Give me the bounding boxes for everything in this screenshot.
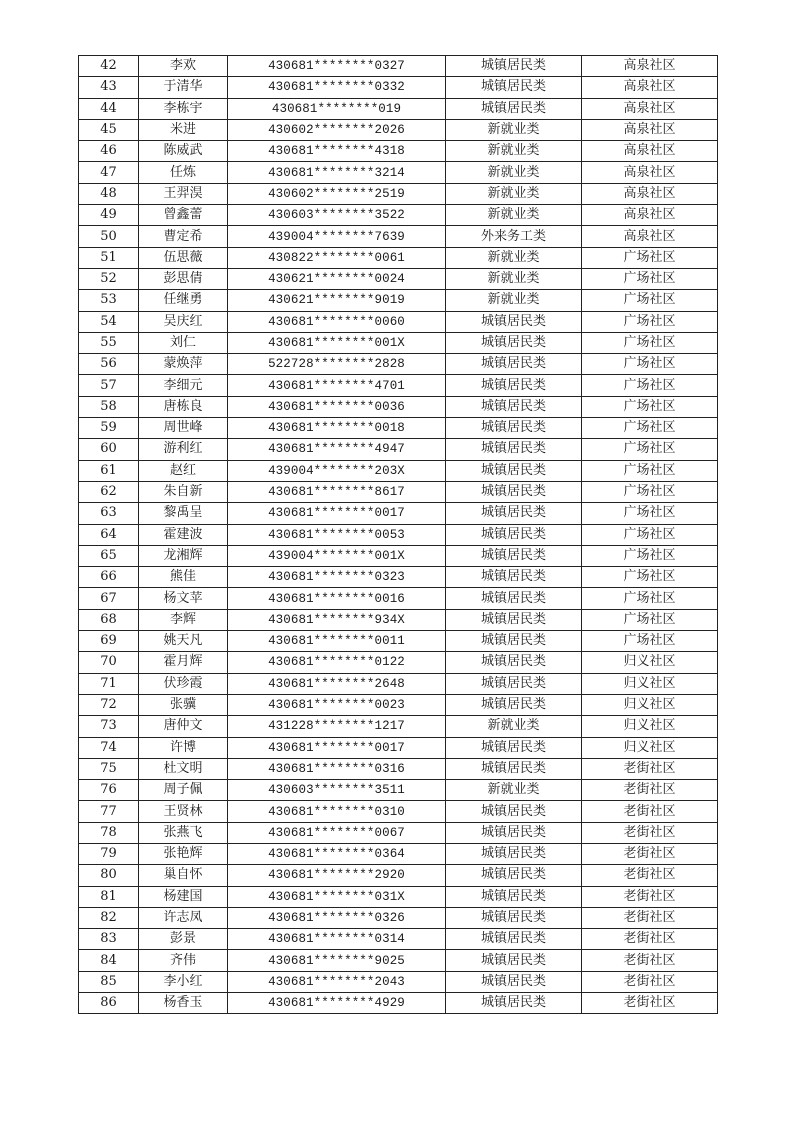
community-cell: 高泉社区 (582, 141, 718, 162)
id-number-cell: 430681********2920 (228, 865, 446, 886)
community-cell: 广场社区 (582, 247, 718, 268)
row-number-cell: 61 (79, 460, 139, 481)
category-cell: 新就业类 (446, 162, 582, 183)
table-row (79, 545, 718, 566)
community-cell: 广场社区 (582, 311, 718, 332)
person-name-cell: 李辉 (139, 609, 228, 630)
person-name-cell: 杨文苹 (139, 588, 228, 609)
category-cell: 城镇居民类 (446, 694, 582, 715)
community-cell: 广场社区 (582, 290, 718, 311)
community-cell: 老街社区 (582, 907, 718, 928)
community-cell: 归义社区 (582, 673, 718, 694)
community-cell: 归义社区 (582, 716, 718, 737)
id-number-cell: 430681********8617 (228, 481, 446, 502)
row-number-cell: 45 (79, 119, 139, 140)
id-number-cell: 431228********1217 (228, 716, 446, 737)
table-row (79, 503, 718, 524)
row-number-cell: 66 (79, 567, 139, 588)
table-row (79, 418, 718, 439)
table-row (79, 631, 718, 652)
community-cell: 老街社区 (582, 971, 718, 992)
person-name-cell: 齐伟 (139, 950, 228, 971)
table-row (79, 652, 718, 673)
person-name-cell: 蒙焕萍 (139, 354, 228, 375)
id-number-cell: 430603********3522 (228, 205, 446, 226)
category-cell: 外来务工类 (446, 226, 582, 247)
person-name-cell: 曹定希 (139, 226, 228, 247)
table-row (79, 354, 718, 375)
category-cell: 新就业类 (446, 247, 582, 268)
row-number-cell: 67 (79, 588, 139, 609)
category-cell: 城镇居民类 (446, 929, 582, 950)
row-number-cell: 82 (79, 907, 139, 928)
id-number-cell: 430681********0314 (228, 929, 446, 950)
table-row (79, 822, 718, 843)
roster-table-body (79, 56, 718, 1014)
table-row (79, 396, 718, 417)
community-cell: 老街社区 (582, 950, 718, 971)
id-number-cell: 430681********0011 (228, 631, 446, 652)
row-number-cell: 64 (79, 524, 139, 545)
community-cell: 老街社区 (582, 801, 718, 822)
row-number-cell: 60 (79, 439, 139, 460)
table-row (79, 247, 718, 268)
row-number-cell: 48 (79, 183, 139, 204)
category-cell: 城镇居民类 (446, 396, 582, 417)
row-number-cell: 85 (79, 971, 139, 992)
id-number-cell: 430681********4318 (228, 141, 446, 162)
id-number-cell: 430681********0036 (228, 396, 446, 417)
category-cell: 城镇居民类 (446, 545, 582, 566)
roster-table (78, 55, 718, 1014)
category-cell: 城镇居民类 (446, 822, 582, 843)
id-number-cell: 522728********2828 (228, 354, 446, 375)
row-number-cell: 55 (79, 332, 139, 353)
category-cell: 城镇居民类 (446, 865, 582, 886)
table-row (79, 929, 718, 950)
category-cell: 城镇居民类 (446, 439, 582, 460)
community-cell: 高泉社区 (582, 98, 718, 119)
row-number-cell: 56 (79, 354, 139, 375)
category-cell: 城镇居民类 (446, 354, 582, 375)
row-number-cell: 74 (79, 737, 139, 758)
category-cell: 城镇居民类 (446, 332, 582, 353)
id-number-cell: 430621********0024 (228, 268, 446, 289)
person-name-cell: 李欢 (139, 56, 228, 77)
person-name-cell: 杨香玉 (139, 993, 228, 1014)
row-number-cell: 49 (79, 205, 139, 226)
row-number-cell: 63 (79, 503, 139, 524)
id-number-cell: 430681********2043 (228, 971, 446, 992)
category-cell: 新就业类 (446, 716, 582, 737)
row-number-cell: 58 (79, 396, 139, 417)
community-cell: 广场社区 (582, 375, 718, 396)
person-name-cell: 李小红 (139, 971, 228, 992)
table-row (79, 290, 718, 311)
id-number-cell: 430621********9019 (228, 290, 446, 311)
table-row (79, 98, 718, 119)
person-name-cell: 黎禹呈 (139, 503, 228, 524)
person-name-cell: 霍月辉 (139, 652, 228, 673)
category-cell: 新就业类 (446, 205, 582, 226)
community-cell: 广场社区 (582, 460, 718, 481)
community-cell: 广场社区 (582, 332, 718, 353)
category-cell: 城镇居民类 (446, 567, 582, 588)
row-number-cell: 79 (79, 843, 139, 864)
person-name-cell: 霍建波 (139, 524, 228, 545)
table-row (79, 375, 718, 396)
person-name-cell: 吴庆红 (139, 311, 228, 332)
id-number-cell: 430681********0023 (228, 694, 446, 715)
person-name-cell: 王贤林 (139, 801, 228, 822)
person-name-cell: 张燕飞 (139, 822, 228, 843)
table-row (79, 737, 718, 758)
table-row (79, 758, 718, 779)
table-row (79, 332, 718, 353)
row-number-cell: 47 (79, 162, 139, 183)
table-row (79, 56, 718, 77)
table-row (79, 162, 718, 183)
community-cell: 归义社区 (582, 694, 718, 715)
id-number-cell: 430681********4701 (228, 375, 446, 396)
person-name-cell: 曾鑫蕾 (139, 205, 228, 226)
id-number-cell: 430822********0061 (228, 247, 446, 268)
row-number-cell: 65 (79, 545, 139, 566)
person-name-cell: 杜文明 (139, 758, 228, 779)
category-cell: 城镇居民类 (446, 56, 582, 77)
community-cell: 高泉社区 (582, 226, 718, 247)
id-number-cell: 430681********9025 (228, 950, 446, 971)
table-row (79, 950, 718, 971)
person-name-cell: 巢自怀 (139, 865, 228, 886)
category-cell: 新就业类 (446, 119, 582, 140)
id-number-cell: 430681********4929 (228, 993, 446, 1014)
category-cell: 城镇居民类 (446, 77, 582, 98)
person-name-cell: 刘仁 (139, 332, 228, 353)
table-row (79, 993, 718, 1014)
id-number-cell: 430681********0327 (228, 56, 446, 77)
id-number-cell: 430681********019 (228, 98, 446, 119)
community-cell: 高泉社区 (582, 205, 718, 226)
community-cell: 老街社区 (582, 822, 718, 843)
id-number-cell: 439004********7639 (228, 226, 446, 247)
row-number-cell: 72 (79, 694, 139, 715)
community-cell: 广场社区 (582, 545, 718, 566)
id-number-cell: 430681********0060 (228, 311, 446, 332)
table-row (79, 971, 718, 992)
id-number-cell: 430681********0017 (228, 503, 446, 524)
category-cell: 城镇居民类 (446, 631, 582, 652)
person-name-cell: 许志凤 (139, 907, 228, 928)
id-number-cell: 430681********0017 (228, 737, 446, 758)
id-number-cell: 430681********934X (228, 609, 446, 630)
category-cell: 城镇居民类 (446, 950, 582, 971)
category-cell: 城镇居民类 (446, 375, 582, 396)
community-cell: 广场社区 (582, 503, 718, 524)
id-number-cell: 430602********2519 (228, 183, 446, 204)
row-number-cell: 86 (79, 993, 139, 1014)
table-row (79, 268, 718, 289)
row-number-cell: 77 (79, 801, 139, 822)
table-row (79, 588, 718, 609)
id-number-cell: 430681********0067 (228, 822, 446, 843)
id-number-cell: 430681********0326 (228, 907, 446, 928)
person-name-cell: 周子佩 (139, 780, 228, 801)
id-number-cell: 430681********0323 (228, 567, 446, 588)
row-number-cell: 75 (79, 758, 139, 779)
category-cell: 城镇居民类 (446, 588, 582, 609)
table-row (79, 843, 718, 864)
person-name-cell: 彭景 (139, 929, 228, 950)
category-cell: 城镇居民类 (446, 801, 582, 822)
id-number-cell: 439004********001X (228, 545, 446, 566)
row-number-cell: 54 (79, 311, 139, 332)
row-number-cell: 71 (79, 673, 139, 694)
row-number-cell: 50 (79, 226, 139, 247)
person-name-cell: 游利红 (139, 439, 228, 460)
table-row (79, 716, 718, 737)
category-cell: 城镇居民类 (446, 481, 582, 502)
table-row (79, 119, 718, 140)
row-number-cell: 78 (79, 822, 139, 843)
row-number-cell: 62 (79, 481, 139, 502)
community-cell: 高泉社区 (582, 56, 718, 77)
row-number-cell: 81 (79, 886, 139, 907)
community-cell: 高泉社区 (582, 119, 718, 140)
table-row (79, 694, 718, 715)
category-cell: 城镇居民类 (446, 737, 582, 758)
id-number-cell: 430603********3511 (228, 780, 446, 801)
community-cell: 老街社区 (582, 780, 718, 801)
community-cell: 高泉社区 (582, 183, 718, 204)
category-cell: 新就业类 (446, 290, 582, 311)
person-name-cell: 朱自新 (139, 481, 228, 502)
person-name-cell: 任继勇 (139, 290, 228, 311)
table-row (79, 460, 718, 481)
community-cell: 老街社区 (582, 929, 718, 950)
person-name-cell: 伏珍霞 (139, 673, 228, 694)
person-name-cell: 伍思薇 (139, 247, 228, 268)
person-name-cell: 张骥 (139, 694, 228, 715)
category-cell: 城镇居民类 (446, 971, 582, 992)
id-number-cell: 430681********4947 (228, 439, 446, 460)
person-name-cell: 杨建国 (139, 886, 228, 907)
row-number-cell: 68 (79, 609, 139, 630)
community-cell: 广场社区 (582, 567, 718, 588)
person-name-cell: 张艳辉 (139, 843, 228, 864)
category-cell: 城镇居民类 (446, 907, 582, 928)
community-cell: 老街社区 (582, 865, 718, 886)
id-number-cell: 430681********0122 (228, 652, 446, 673)
community-cell: 老街社区 (582, 758, 718, 779)
community-cell: 老街社区 (582, 886, 718, 907)
person-name-cell: 于清华 (139, 77, 228, 98)
community-cell: 广场社区 (582, 439, 718, 460)
community-cell: 老街社区 (582, 993, 718, 1014)
row-number-cell: 43 (79, 77, 139, 98)
community-cell: 广场社区 (582, 354, 718, 375)
person-name-cell: 赵红 (139, 460, 228, 481)
table-row (79, 907, 718, 928)
community-cell: 归义社区 (582, 737, 718, 758)
category-cell: 城镇居民类 (446, 418, 582, 439)
id-number-cell: 430681********0316 (228, 758, 446, 779)
id-number-cell: 430681********0364 (228, 843, 446, 864)
person-name-cell: 王羿淏 (139, 183, 228, 204)
row-number-cell: 83 (79, 929, 139, 950)
document-page (78, 55, 717, 1014)
category-cell: 新就业类 (446, 183, 582, 204)
category-cell: 城镇居民类 (446, 503, 582, 524)
person-name-cell: 许博 (139, 737, 228, 758)
id-number-cell: 430681********2648 (228, 673, 446, 694)
table-row (79, 567, 718, 588)
category-cell: 城镇居民类 (446, 609, 582, 630)
category-cell: 城镇居民类 (446, 524, 582, 545)
person-name-cell: 彭思倩 (139, 268, 228, 289)
community-cell: 老街社区 (582, 843, 718, 864)
table-row (79, 183, 718, 204)
category-cell: 城镇居民类 (446, 993, 582, 1014)
id-number-cell: 430681********0310 (228, 801, 446, 822)
community-cell: 广场社区 (582, 588, 718, 609)
row-number-cell: 69 (79, 631, 139, 652)
row-number-cell: 53 (79, 290, 139, 311)
id-number-cell: 430681********001X (228, 332, 446, 353)
person-name-cell: 米进 (139, 119, 228, 140)
table-row (79, 801, 718, 822)
row-number-cell: 42 (79, 56, 139, 77)
community-cell: 广场社区 (582, 268, 718, 289)
table-row (79, 205, 718, 226)
community-cell: 广场社区 (582, 524, 718, 545)
category-cell: 城镇居民类 (446, 652, 582, 673)
id-number-cell: 439004********203X (228, 460, 446, 481)
id-number-cell: 430681********0332 (228, 77, 446, 98)
community-cell: 广场社区 (582, 396, 718, 417)
row-number-cell: 84 (79, 950, 139, 971)
category-cell: 城镇居民类 (446, 460, 582, 481)
community-cell: 广场社区 (582, 418, 718, 439)
id-number-cell: 430681********031X (228, 886, 446, 907)
table-row (79, 865, 718, 886)
community-cell: 归义社区 (582, 652, 718, 673)
row-number-cell: 57 (79, 375, 139, 396)
person-name-cell: 陈威武 (139, 141, 228, 162)
person-name-cell: 熊佳 (139, 567, 228, 588)
table-row (79, 673, 718, 694)
row-number-cell: 59 (79, 418, 139, 439)
row-number-cell: 46 (79, 141, 139, 162)
table-row (79, 439, 718, 460)
category-cell: 城镇居民类 (446, 886, 582, 907)
person-name-cell: 周世峰 (139, 418, 228, 439)
table-row (79, 311, 718, 332)
community-cell: 广场社区 (582, 631, 718, 652)
category-cell: 城镇居民类 (446, 311, 582, 332)
table-row (79, 780, 718, 801)
category-cell: 城镇居民类 (446, 843, 582, 864)
table-row (79, 141, 718, 162)
category-cell: 城镇居民类 (446, 758, 582, 779)
row-number-cell: 73 (79, 716, 139, 737)
person-name-cell: 李栋宇 (139, 98, 228, 119)
table-row (79, 524, 718, 545)
table-row (79, 481, 718, 502)
row-number-cell: 70 (79, 652, 139, 673)
table-row (79, 886, 718, 907)
person-name-cell: 龙湘辉 (139, 545, 228, 566)
id-number-cell: 430681********3214 (228, 162, 446, 183)
person-name-cell: 任炼 (139, 162, 228, 183)
table-row (79, 77, 718, 98)
category-cell: 新就业类 (446, 780, 582, 801)
table-row (79, 226, 718, 247)
community-cell: 广场社区 (582, 481, 718, 502)
table-row (79, 609, 718, 630)
category-cell: 城镇居民类 (446, 673, 582, 694)
category-cell: 城镇居民类 (446, 98, 582, 119)
person-name-cell: 唐栋良 (139, 396, 228, 417)
community-cell: 广场社区 (582, 609, 718, 630)
community-cell: 高泉社区 (582, 162, 718, 183)
row-number-cell: 44 (79, 98, 139, 119)
person-name-cell: 姚天凡 (139, 631, 228, 652)
person-name-cell: 唐仲文 (139, 716, 228, 737)
row-number-cell: 76 (79, 780, 139, 801)
id-number-cell: 430681********0053 (228, 524, 446, 545)
id-number-cell: 430602********2026 (228, 119, 446, 140)
row-number-cell: 52 (79, 268, 139, 289)
community-cell: 高泉社区 (582, 77, 718, 98)
row-number-cell: 80 (79, 865, 139, 886)
row-number-cell: 51 (79, 247, 139, 268)
category-cell: 新就业类 (446, 141, 582, 162)
category-cell: 新就业类 (446, 268, 582, 289)
id-number-cell: 430681********0018 (228, 418, 446, 439)
id-number-cell: 430681********0016 (228, 588, 446, 609)
person-name-cell: 李细元 (139, 375, 228, 396)
